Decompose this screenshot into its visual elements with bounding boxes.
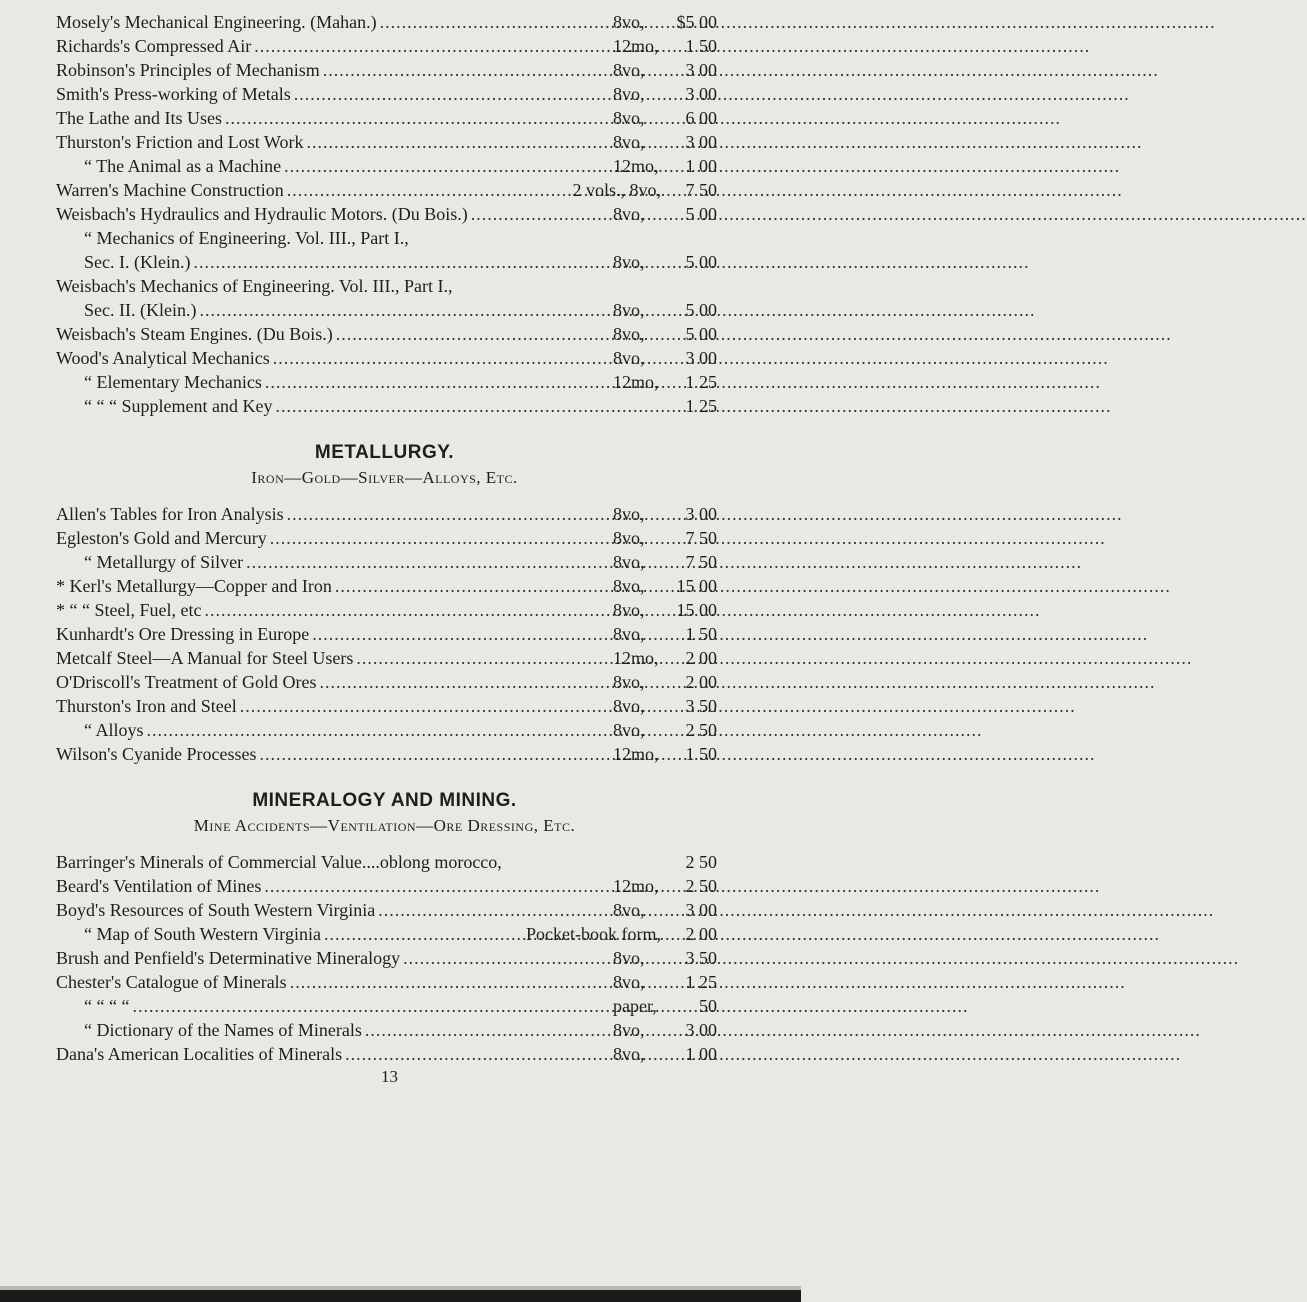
entry-price: 3 00 [685,504,717,524]
leader-dots [323,58,610,82]
leader-dots [378,898,610,922]
entry-title: Robinson's Principles of Mechanism [56,60,320,80]
catalogue-entry [84,298,717,322]
entry-format: 8vo, [613,504,645,524]
entry-title: “ Dictionary of the Names of Minerals [84,1020,362,1040]
section-title-mineralogy: MINERALOGY AND MINING. [252,790,517,811]
entry-title: Chester's Catalogue of Minerals [56,972,287,992]
entry-price: 3 00 [685,60,717,80]
catalogue-entry [84,1018,717,1042]
entry-format: Pocket-book form, [526,924,661,944]
entry-title: Warren's Machine Construction [56,180,284,200]
entry-price: 2 50 [685,876,717,896]
entry-price: 1 00 [685,156,717,176]
section-subtitle-metallurgy: Iron—Gold—Silver—Alloys, Etc. [251,468,518,487]
entry-price: 5 00 [685,300,717,320]
entry-format: 12mo, [613,372,659,392]
entry-title: “ The Animal as a Machine [84,156,282,176]
entry-title: Sec. I. (Klein.) [84,252,191,272]
entry-format: 8vo, [613,696,645,716]
entry-format: 8vo, [613,348,645,368]
entry-format: 8vo, [613,900,645,920]
catalogue-entry [84,922,717,946]
section-title-metallurgy: METALLURGY. [314,442,455,463]
entry-title: * Kerl's Metallurgy—Copper and Iron [56,576,332,596]
mineralogy-list [52,850,717,1066]
entry-title: Richards's Compressed Air [56,36,252,56]
leader-dots [254,34,610,58]
entry-price: 7 50 [685,180,717,200]
entry-title: Barringer's Minerals of Commercial Value....oblong morocco, [56,852,502,872]
catalogue-entry [56,622,717,646]
leader-dots [335,574,610,598]
entry-price: 1 50 [685,36,717,56]
leader-dots [273,346,610,370]
catalogue-entry [84,394,717,418]
page-edge [0,1290,801,1302]
page-number: 13 [381,1067,398,1086]
entry-title: O'Driscoll's Treatment of Gold Ores [56,672,317,692]
entry-title: Dana's American Localities of Minerals [56,1044,343,1064]
catalogue-entry [56,670,717,694]
entry-format: 8vo, [613,252,645,272]
entry-title: Egleston's Gold and Mercury [56,528,267,548]
entry-title: “ “ “ Supplement and Key [84,396,273,416]
catalogue-entry [84,994,717,1018]
entry-title: Beard's Ventilation of Mines [56,876,262,896]
catalogue-entry [56,646,717,670]
catalogue-entry [56,946,717,970]
catalogue-entry [56,202,717,226]
catalogue-entry [84,550,717,574]
entry-price: 3 00 [685,348,717,368]
metallurgy-list [52,502,717,766]
entry-format: 8vo, [613,552,645,572]
entry-format: 8vo, [613,672,645,692]
entry-price: 7 50 [685,528,717,548]
leader-dots [132,994,610,1018]
entry-format: 8vo, [613,300,645,320]
entry-price: 5 00 [685,204,717,224]
catalogue-entry [56,82,717,106]
leader-dots [287,178,570,202]
entry-format: 8vo, [613,1044,645,1064]
leader-dots [306,130,610,154]
catalogue-entry [56,526,717,550]
entry-price: 1 25 [685,972,717,992]
catalogue-entry [84,226,717,250]
entry-price: 1 25 [685,396,717,416]
leader-dots [380,10,610,34]
entry-format: 12mo, [613,156,659,176]
leader-dots [345,1042,610,1066]
leader-dots [275,394,610,418]
entry-title: Smith's Press-working of Metals [56,84,291,104]
catalogue-entry [56,1042,717,1066]
entry-format: 12mo, [613,648,659,668]
entry-title: Sec. II. (Klein.) [84,300,197,320]
catalogue-entry [56,34,717,58]
entry-format: 2 vols., 8vo, [572,180,661,200]
catalogue-entry [56,274,717,298]
entry-price: 3 50 [685,948,717,968]
entry-price: 2 00 [685,924,717,944]
entry-price: 15 00 [676,576,717,596]
catalogue-entry [56,850,717,874]
entry-price: $5 00 [676,12,717,32]
engineering-list [52,10,717,418]
entry-price: 50 [699,996,717,1016]
catalogue-entry [56,346,717,370]
entry-title: Thurston's Iron and Steel [56,696,237,716]
entry-format: 8vo, [613,720,645,740]
leader-dots [294,82,610,106]
entry-price: 3 50 [685,696,717,716]
entry-price: 1 25 [685,372,717,392]
leader-dots [199,298,610,322]
entry-title: Wilson's Cyanide Processes [56,744,257,764]
entry-title: * “ “ Steel, Fuel, etc [56,600,202,620]
entry-title: Weisbach's Hydraulics and Hydraulic Motors. (Du Bois.) [56,204,468,224]
leader-dots [264,874,610,898]
catalogue-entry [56,58,717,82]
leader-dots [204,598,610,622]
entry-format: 8vo, [613,12,645,32]
entry-price: 3 00 [685,84,717,104]
catalogue-entry [56,970,717,994]
entry-title: Boyd's Resources of South Western Virginia [56,900,376,920]
entry-title: The Lathe and Its Uses [56,108,222,128]
entry-price: 5 00 [685,252,717,272]
entry-title: Wood's Analytical Mechanics [56,348,270,368]
catalogue-entry [56,874,717,898]
catalogue-entry [84,250,717,274]
entry-format: 8vo, [613,108,645,128]
leader-dots [365,1018,610,1042]
entry-title: “ Map of South Western Virginia [84,924,321,944]
entry-title: Brush and Penfield's Determinative Mineralogy [56,948,401,968]
leader-dots [193,250,610,274]
catalogue-entry [84,370,717,394]
leader-dots [260,742,611,766]
entry-title: Weisbach's Steam Engines. (Du Bois.) [56,324,333,344]
catalogue-entry [56,694,717,718]
leader-dots [290,970,610,994]
leader-dots [284,154,610,178]
leader-dots [403,946,610,970]
entry-format: 8vo, [613,60,645,80]
section-subtitle-mineralogy: Mine Accidents—Ventilation—Ore Dressing, Etc. [193,816,576,835]
entry-title: “ “ “ “ [84,996,130,1016]
leader-dots [356,646,610,670]
entry-title: Kunhardt's Ore Dressing in Europe [56,624,310,644]
entry-price: 3 00 [685,900,717,920]
entry-title: Weisbach's Mechanics of Engineering. Vol. III., Part I., [56,276,453,296]
entry-format: 8vo, [613,84,645,104]
entry-title: Metcalf Steel—A Manual for Steel Users [56,648,354,668]
entry-format: 8vo, [613,624,645,644]
leader-dots [246,550,610,574]
entry-price: 15 00 [676,600,717,620]
entry-title: “ Mechanics of Engineering. Vol. III., Part I., [84,228,409,248]
entry-format: 12mo, [613,876,659,896]
entry-title: “ Alloys [84,720,144,740]
catalogue-entry [56,178,717,202]
entry-price: 3 00 [685,132,717,152]
catalogue-entry [84,154,717,178]
entry-format: 8vo, [613,972,645,992]
leader-dots [336,322,610,346]
entry-format: 12mo, [613,744,659,764]
leader-dots [265,370,610,394]
entry-format: 12mo, [613,36,659,56]
entry-format: paper, [613,996,657,1016]
catalogue-entry [56,106,717,130]
leader-dots [147,718,610,742]
entry-format: 8vo, [613,576,645,596]
entry-price: 2 00 [685,672,717,692]
entry-price: 7 50 [685,552,717,572]
entry-format: 8vo, [613,528,645,548]
catalogue-entry [84,718,717,742]
catalogue-entry [56,574,717,598]
leader-dots [287,502,610,526]
entry-title: Thurston's Friction and Lost Work [56,132,304,152]
leader-dots [471,202,610,226]
entry-format: 8vo, [613,132,645,152]
entry-price: 5 00 [685,324,717,344]
entry-price: 2 50 [685,720,717,740]
entry-price: 2 50 [685,852,717,872]
entry-title: “ Elementary Mechanics [84,372,262,392]
entry-price: 3 00 [685,1020,717,1040]
entry-title: Allen's Tables for Iron Analysis [56,504,284,524]
catalogue-entry [56,898,717,922]
catalogue-entry [56,322,717,346]
entry-format: 8vo, [613,600,645,620]
entry-format: 8vo, [613,324,645,344]
entry-price: 1 00 [685,1044,717,1064]
leader-dots [324,922,523,946]
leader-dots [270,526,610,550]
catalogue-entry [56,10,717,34]
leader-dots [225,106,610,130]
leader-dots [319,670,610,694]
entry-price: 1 50 [685,744,717,764]
entry-format: 8vo, [613,948,645,968]
catalogue-entry [56,130,717,154]
entry-title: “ Metallurgy of Silver [84,552,244,572]
catalogue-entry [56,742,717,766]
entry-price: 2 00 [685,648,717,668]
entry-format: 8vo, [613,1020,645,1040]
entry-price: 6 00 [685,108,717,128]
entry-format: 8vo, [613,204,645,224]
leader-dots [240,694,610,718]
entry-price: 1 50 [685,624,717,644]
catalogue-entry [56,502,717,526]
catalogue-entry [56,598,717,622]
entry-title: Mosely's Mechanical Engineering. (Mahan.) [56,12,377,32]
leader-dots [312,622,610,646]
